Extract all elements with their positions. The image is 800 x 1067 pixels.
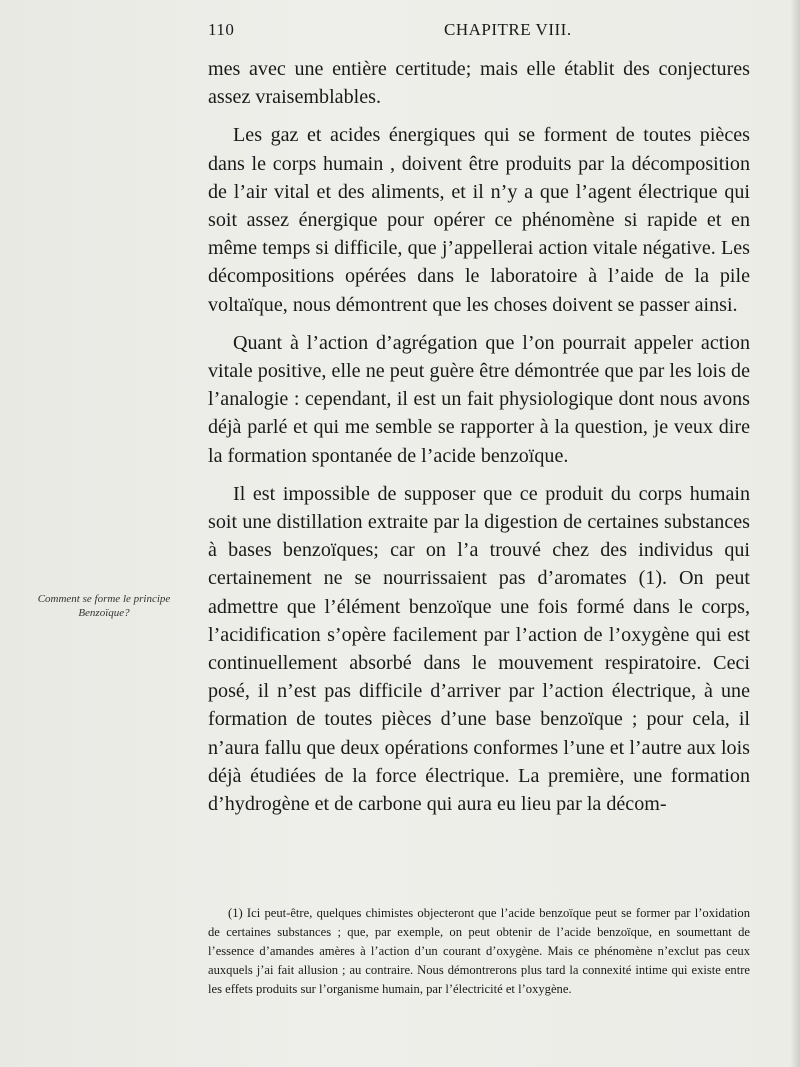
- page-edge-shadow: [790, 0, 800, 1067]
- paragraph: Quant à l’action d’agrégation que l’on pourrait appeler action vitale positive, elle ne peut guère être démontrée que par les lois de l’analogie : cependant, il est un fait physiologique dont nous avons déjà parlé et qui me semble se rapporter à la question, je veux dire la formation spontanée de l’acide benzoïque.: [208, 331, 750, 467]
- running-title: CHAPITRE VIII.: [444, 20, 572, 39]
- marginal-note: Comment se forme le principe Benzoïque?: [37, 593, 171, 619]
- footnote: (1) Ici peut-être, quelques chimistes objecteront que l’acide benzoïque peut se former par l’oxidation de certaines substances ; que, par exemple, on peut obtenir de l’acide benzoïque, en soumettant de l’essence d’amandes amères à l’action d’un courant d’oxygène. Mais ce phénomène n’exclut pas ceux auxquels j’ai fait allusion ; au contraire. Nous démontrerons plus tard la connexité intime qui existe entre les effets produits sur l’organisme humain, par l’électricité et l’oxygène.: [208, 906, 750, 996]
- paragraph: Il est impossible de supposer que ce produit du corps humain soit une distillation extraite par la digestion de certaines substances à bases benzoïques; car on l’a trouvé chez des individus qui certainement ne se nourrissaient pas d’aromates (1). On peut admettre que l’élément benzoïque une fois formé dans le corps, l’acidification s’opère facilement par l’action de l’oxygène qui est continuellement absorbé dans le mouvement respiratoire. Ceci posé, il n’est pas difficile d’arriver par l’action électrique, à une formation de toutes pièces d’une base benzoïque ; pour cela, il n’aura fallu que deux opérations conformes l’une et l’autre aux lois déjà étudiées de la force électrique. La première, une formation d’hydrogène et de carbone qui aura eu lieu par la décom-: [208, 482, 750, 816]
- paragraph: Les gaz et acides énergiques qui se forment de toutes pièces dans le corps humain , doivent être produits par la décomposition de l’air vital et des aliments, et il n’y a que l’agent électrique qui soit assez énergique pour opérer ce phénomène si rapide et en même temps si difficile, que j’appellerai action vitale négative. Les décompositions opérées dans le laboratoire à l’aide de la pile voltaïque, nous démontrent que les choses doivent se passer ainsi.: [208, 124, 750, 316]
- page-header: [208, 20, 728, 44]
- page-number: 110: [208, 20, 235, 39]
- paragraph-continued: mes avec une entière certitude; mais elle établit des conjectures assez vraisemblables.: [208, 58, 750, 109]
- body-text: [208, 55, 750, 818]
